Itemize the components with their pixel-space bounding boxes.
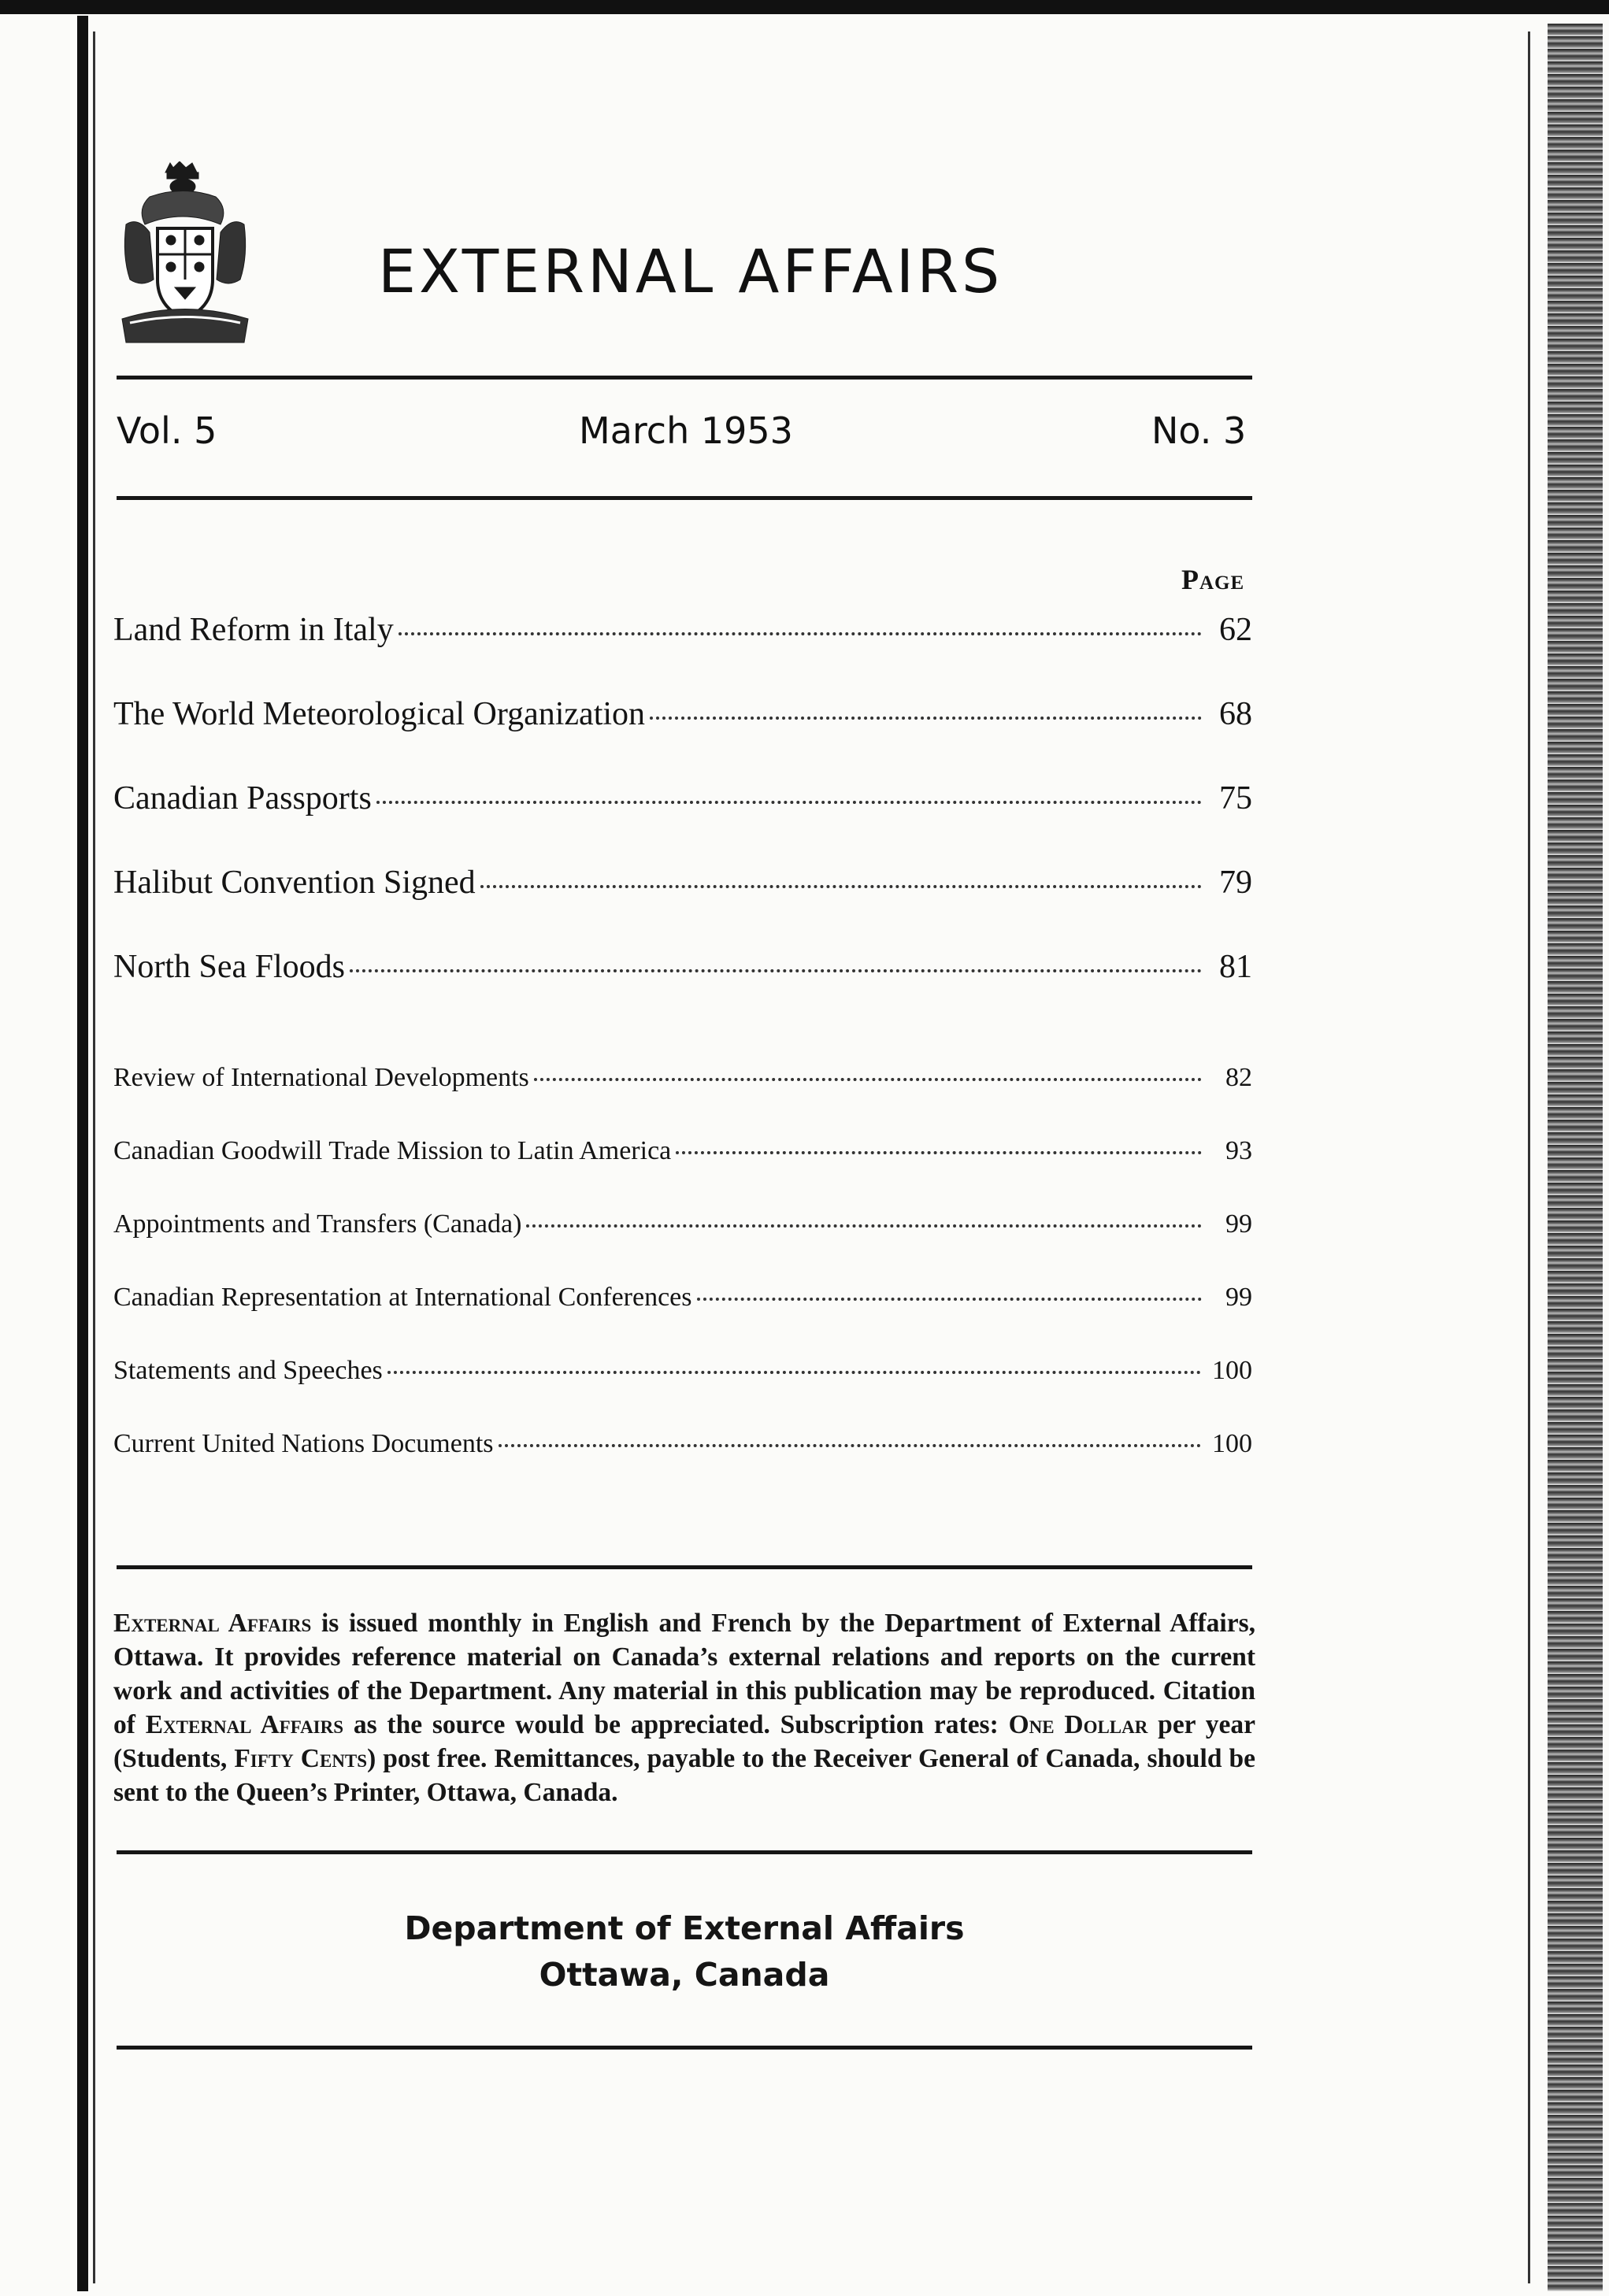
leader-dots [480, 885, 1202, 888]
footer-department: Department of External Affairs [404, 1909, 965, 1947]
toc-item-title: Appointments and Transfers (Canada) [113, 1209, 522, 1239]
toc-item[interactable] [113, 780, 1252, 817]
toc-item[interactable] [113, 695, 1252, 733]
canadian-coat-of-arms-icon [118, 161, 252, 346]
toc-item-title: Statements and Speeches [113, 1356, 383, 1385]
scan-top-edge [0, 0, 1609, 14]
left-binding-line [93, 31, 95, 2283]
masthead-top-rule [117, 376, 1252, 380]
notice-price: One Dollar [1008, 1710, 1148, 1739]
toc-item-title: Canadian Goodwill Trade Mission to Latin America [113, 1136, 672, 1165]
contents-bottom-rule [117, 1565, 1252, 1569]
toc-item[interactable] [113, 1283, 1252, 1313]
toc-item-title: The World Meteorological Organization [113, 696, 646, 732]
volume-label: Vol. 5 [117, 409, 217, 452]
toc-item[interactable] [113, 1063, 1252, 1093]
notice-text-4: ) post free. Remittances, payable to the Receiver General of Canada, should be sent to the Queen’s Printer, Ottawa, Canada. [113, 1744, 1255, 1807]
toc-item-title: Halibut Convention Signed [113, 865, 476, 901]
toc-item[interactable] [113, 948, 1252, 986]
leader-dots [499, 1444, 1201, 1447]
toc-item-title: Current United Nations Documents [113, 1429, 494, 1458]
toc-item-title: Canadian Passports [113, 780, 372, 817]
notice-text-1: is issued monthly in English and French by the Department of External Affairs, Ottawa. It provides reference material on Canada’s external relations and reports on the current work and activities of the Department. Any material in this publication may be reproduced. Citation of [113, 1609, 1255, 1739]
footer-location: Ottawa, Canada [539, 1956, 830, 1994]
masthead-bottom-rule [117, 496, 1252, 500]
right-page-stack-edge [1548, 24, 1603, 2291]
page-column-heading: Page [1181, 564, 1245, 595]
toc-item[interactable] [113, 1136, 1252, 1166]
toc-item-page: 68 [1219, 696, 1252, 732]
notice-text-3: per year (Students, [113, 1710, 1255, 1773]
right-page-line [1528, 31, 1530, 2283]
notice-bottom-rule [117, 1850, 1252, 1854]
toc-item-page: 100 [1212, 1429, 1252, 1458]
issue-number: No. 3 [1151, 409, 1247, 452]
left-binding-edge [77, 16, 88, 2291]
leader-dots [399, 632, 1202, 635]
toc-item-page: 82 [1225, 1063, 1252, 1092]
toc-item-page: 81 [1219, 949, 1252, 985]
notice-student-price: Fifty Cents [234, 1744, 368, 1773]
notice-publication-name-citation: External Affairs [145, 1710, 344, 1739]
toc-item-page: 79 [1219, 865, 1252, 901]
toc-item-title: Canadian Representation at International Conferences [113, 1283, 692, 1312]
notice-publication-name: External Affairs [113, 1609, 312, 1638]
toc-item[interactable] [113, 1429, 1252, 1459]
toc-item-page: 99 [1225, 1283, 1252, 1312]
toc-item[interactable] [113, 1209, 1252, 1239]
publication-notice [113, 1606, 1255, 1809]
publication-title: EXTERNAL AFFAIRS [378, 236, 1003, 306]
footer-bottom-rule [117, 2046, 1252, 2050]
toc-item[interactable] [113, 611, 1252, 649]
leader-dots [650, 717, 1202, 720]
leader-dots [387, 1371, 1201, 1374]
notice-text-2: as the source would be appreciated. Subscription rates: [343, 1710, 1009, 1739]
leader-dots [534, 1078, 1202, 1081]
leader-dots [350, 969, 1202, 972]
toc-item-page: 75 [1219, 780, 1252, 817]
leader-dots [526, 1224, 1202, 1228]
toc-item-title: Land Reform in Italy [113, 612, 394, 648]
toc-item-title: Review of International Developments [113, 1063, 529, 1092]
toc-item-page: 100 [1212, 1356, 1252, 1385]
leader-dots [676, 1151, 1202, 1154]
leader-dots [376, 801, 1202, 804]
toc-item[interactable] [113, 1356, 1252, 1386]
toc-item-page: 62 [1219, 612, 1252, 648]
leader-dots [697, 1298, 1203, 1301]
toc-item-title: North Sea Floods [113, 949, 345, 985]
toc-item-page: 93 [1225, 1136, 1252, 1165]
toc-item-page: 99 [1225, 1209, 1252, 1239]
issue-date: March 1953 [579, 409, 793, 452]
toc-item[interactable] [113, 864, 1252, 902]
